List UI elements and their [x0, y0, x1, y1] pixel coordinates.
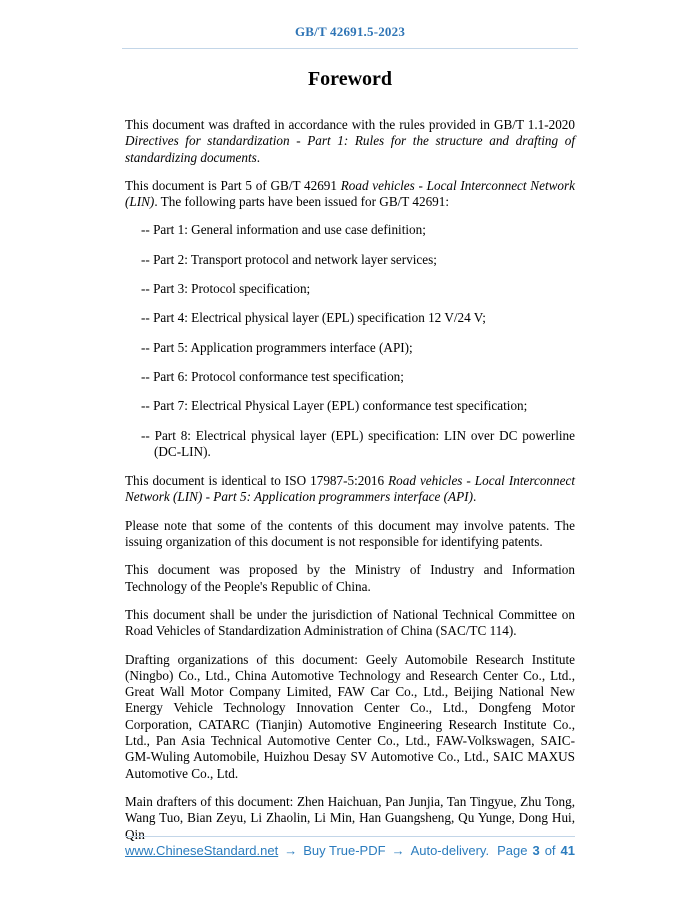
- right-arrow-icon: →: [284, 843, 298, 858]
- paragraph-drafting-orgs: Drafting organizations of this document: Geely Automobile Research Institute (Ningbo) Co., Ltd., China Automotive Technology and Research Center Co., Ltd., Great Wall Motor Company Limited, FAW Car Co., Ltd., Beijing National New Energy Vehicle Technology Innovation Center Co., Ltd., Dongfeng Motor Corporation, CATARC (Tianjin) Automotive Engineering Research Institute Co., Ltd., Pan Asia Technical Automotive Center Co., Ltd., FAW-Volkswagen, SAIC-GM-Wuling Automobile, Huizhou Desay SV Automotive Co., Ltd., SAIC MAXUS Automotive Co., Ltd.: [125, 651, 575, 781]
- page-label: Page: [497, 843, 528, 858]
- paragraph-iso-identical: This document is identical to ISO 17987-5:2016 Road vehicles - Local Interconnect Network (LIN) - Part 5: Application programmers interface (API).: [125, 473, 575, 505]
- paragraph-main-drafters: Main drafters of this document: Zhen Haichuan, Pan Junjia, Tan Tingyue, Zhu Tong, Wang Tuo, Bian Zeyu, Li Zhaolin, Li Min, Han Guangsheng, Qu Yunge, Dong Hui, Qin: [125, 793, 575, 842]
- paragraph-patents: Please note that some of the contents of this document may involve patents. The issuing organization of this document is not responsible for identifying patents.: [125, 517, 575, 550]
- right-arrow-icon: →: [391, 843, 405, 858]
- paragraph-drafted: This document was drafted in accordance with the rules provided in GB/T 1.1-2020 Directives for standardization - Part 1: Rules for the structure and drafting of standardizing documents.: [125, 117, 575, 165]
- list-item-part2: -- Part 2: Transport protocol and network layer services;: [141, 251, 437, 267]
- page-content: [125, 68, 575, 855]
- page-header: [122, 24, 578, 49]
- paragraph-proposed-by: This document was proposed by the Ministry of Industry and Information Technology of the People's Republic of China.: [125, 562, 575, 594]
- footer-rule: [125, 836, 575, 837]
- header-rule: [122, 48, 578, 49]
- list-item-part3: -- Part 3: Protocol specification;: [141, 281, 311, 297]
- paragraph-part5-intro: This document is Part 5 of GB/T 42691 Road vehicles - Local Interconnect Network (LIN). The following parts have been issued for GB/T 42691:: [125, 177, 575, 210]
- page-footer: [125, 836, 575, 858]
- list-item-part7: -- Part 7: Electrical Physical Layer (EPL) conformance test specification;: [141, 398, 528, 414]
- list-item-part6: -- Part 6: Protocol conformance test specification;: [141, 368, 404, 384]
- page-number: 3: [532, 843, 540, 858]
- list-item-part5: -- Part 5: Application programmers interface (API);: [141, 339, 413, 355]
- page-title: Foreword: [307, 68, 393, 90]
- paragraph-jurisdiction: This document shall be under the jurisdiction of National Technical Committee on Road Vehicles of Standardization Administration of China (SAC/TC 114).: [125, 606, 575, 639]
- footer-promo: [125, 843, 489, 858]
- list-item-part4: -- Part 4: Electrical physical layer (EPL) specification 12 V/24 V;: [141, 310, 486, 326]
- total-pages: 41: [560, 843, 575, 858]
- footer-line: [125, 843, 575, 858]
- list-item-part8: -- Part 8: Electrical physical layer (EPL) specification: LIN over DC powerline (DC-LIN).: [141, 427, 575, 459]
- site-link[interactable]: www.ChineseStandard.net: [125, 843, 279, 858]
- auto-delivery-text: Auto-delivery.: [410, 843, 490, 858]
- of-label: of: [544, 843, 556, 858]
- list-item-part1: -- Part 1: General information and use case definition;: [141, 222, 426, 238]
- buy-pdf-text: Buy True-PDF: [303, 843, 386, 858]
- page-indicator: [497, 843, 575, 858]
- standard-number: GB/T 42691.5-2023: [294, 24, 406, 39]
